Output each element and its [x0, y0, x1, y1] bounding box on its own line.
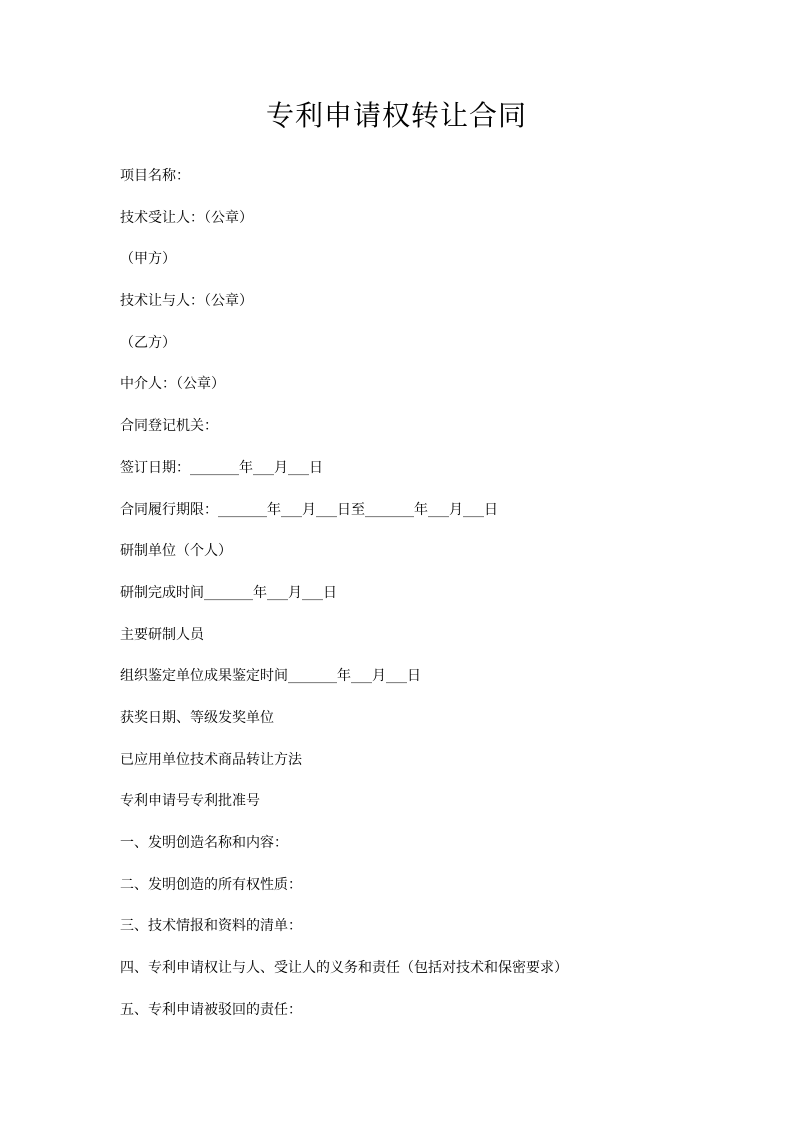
field-completion-time: 研制完成时间_______年___月___日: [120, 584, 337, 601]
field-performance-period: 合同履行期限：_______年___月___日至_______年___月___日: [120, 501, 498, 518]
field-patent-numbers: 专利申请号专利批准号: [120, 793, 260, 810]
field-signing-date: 签订日期：_______年___月___日: [120, 459, 323, 476]
field-applied-units: 已应用单位技术商品转让方法: [120, 751, 302, 768]
section-2-heading: 二、发明创造的所有权性质：: [120, 876, 302, 893]
section-1-heading: 一、发明创造名称和内容：: [120, 835, 288, 851]
field-project-name: 项目名称：: [120, 168, 190, 184]
field-transferee: 技术受让人：（公章）: [120, 209, 253, 226]
field-developer: 研制单位（个人）: [120, 543, 232, 560]
field-awards: 获奖日期、等级发奖单位: [120, 709, 274, 726]
document-title: 专利申请权转让合同: [265, 99, 527, 132]
section-3-heading: 三、技术情报和资料的清单：: [120, 918, 302, 935]
field-party-b: （乙方）: [120, 334, 176, 351]
field-registration-authority: 合同登记机关：: [120, 418, 218, 435]
document-body: [120, 166, 740, 1041]
field-transferor: 技术让与人：（公章）: [120, 293, 253, 310]
section-5-heading: 五、专利申请被驳回的责任：: [120, 1001, 302, 1018]
field-intermediary: 中介人：（公章）: [120, 376, 225, 393]
section-4-heading: 四、专利申请权让与人、受让人的义务和责任（包括对技术和保密要求）: [120, 960, 568, 977]
field-appraisal: 组织鉴定单位成果鉴定时间_______年___月___日: [120, 668, 421, 685]
field-main-developers: 主要研制人员: [120, 626, 204, 643]
field-party-a: （甲方）: [120, 251, 176, 268]
